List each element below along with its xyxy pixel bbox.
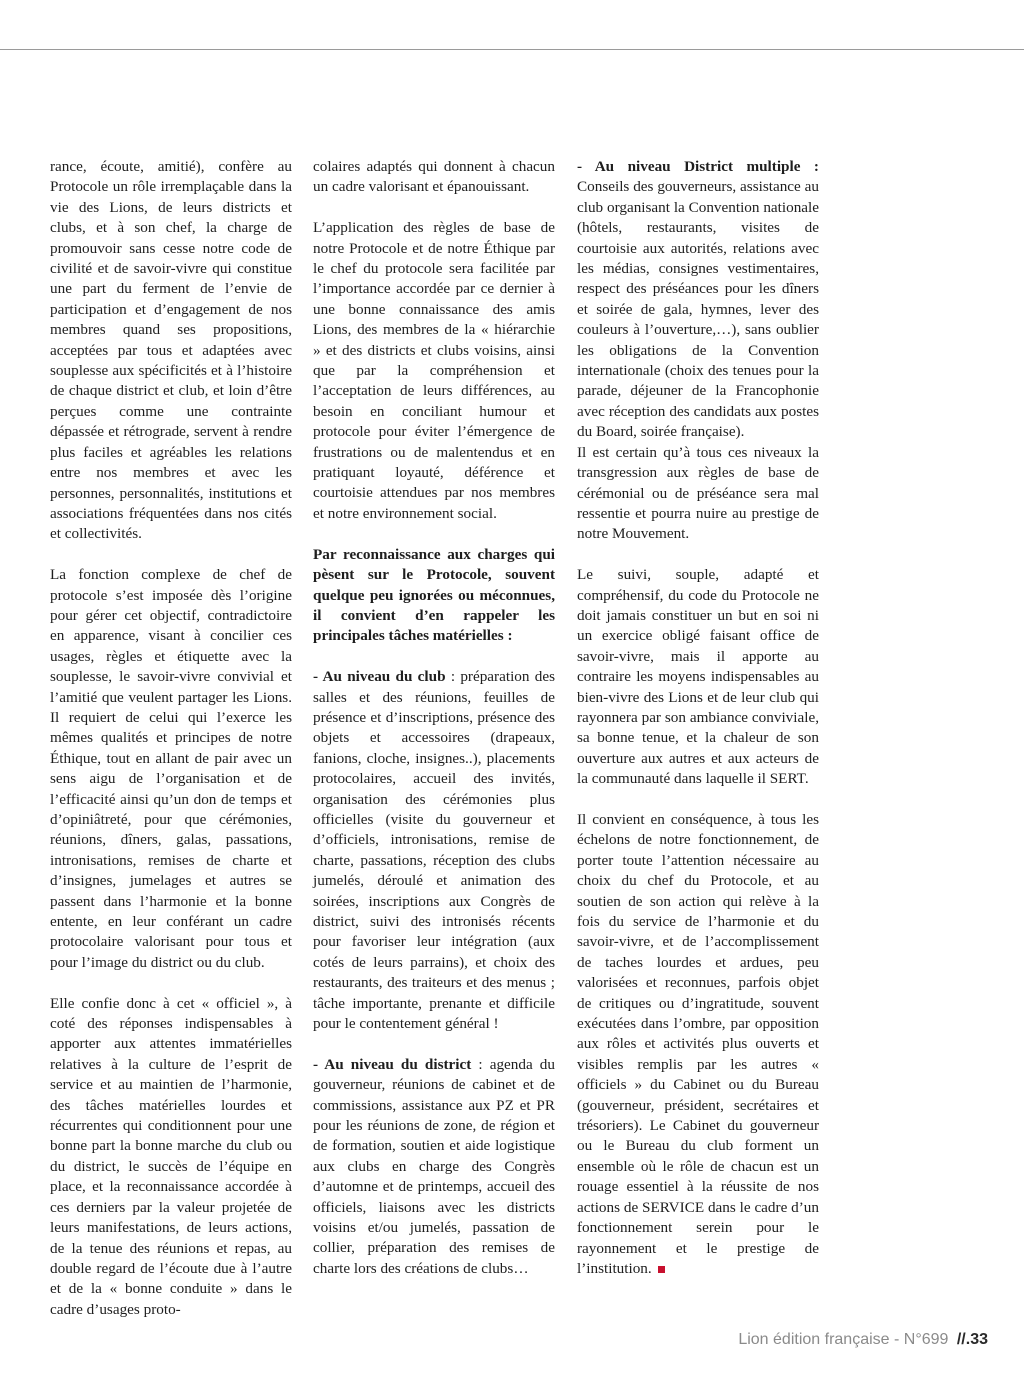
publication-title: Lion édition française - N°699 [738, 1331, 949, 1348]
multiple-district-label: - Au niveau District multiple : [577, 158, 819, 175]
paragraph: La fonction complexe de chef de protocole s’est imposée dès l’origine pour gérer cet objectif, contradictoire en apparence, visant à concilier ces usages, règles et étiquette avec la souplesse, le savoir-vivre convivial et l’amitié que veulent partager les Lions. Il requiert de celui qui l’exerce les mêmes qualités et principes de notre Éthique, tout en allant de pair avec un sens aigu de l’organisation et de l’efficacité ainsi qu’un don de temps et d’opiniâtreté, pour que cérémonies, réunions, dîners, galas, passations, intronisations, remises de charte et d’insignes, jumelages et autres se passent dans l’harmonie et la bonne entente, en leur conférant un cadre protocolaire valorisant pour tous et pour l’image du district ou du club. [50, 566, 292, 971]
paragraph: rance, écoute, amitié), confère au Protocole un rôle irremplaçable dans la vie des Lions, de leurs districts et clubs, et à son chef, la charge de promouvoir sans cesse notre code de civilité et de savoir-vivre qui constitue une part du ferment de l’envie de participation et d’engagement de nos membres quand ses propositions, acceptées par tous et adaptées avec souplesse aux spécificités et à l’histoire de chaque district et club, et loin d’être perçues comme une contrainte dépassée et rétrograde, servent à rendre plus faciles et agréables les relations entre nos membres et avec les personnes, personnalités, institutions et associations fréquentées dans nos cités et collectivités. [50, 158, 292, 543]
paragraph: L’application des règles de base de notre Protocole et de notre Éthique par le chef du protocole sera facilitée par l’importance accordée par ce dernier à une bonne connaissance des amis Lions, des membres de la « hiérarchie » et des districts et clubs voisins, ainsi que par la compréhension et l’acceptation de leurs différences, au besoin en conciliant humour et protocole pour éviter l’émergence de frustrations ou de malentendus et en pratiquant loyauté, déférence et courtoisie attendues par nos membres et notre environnement social. [313, 219, 555, 522]
club-level-text: : préparation des salles et des réunions, feuilles de présence et d’inscriptions, présence des objets et accessoires (drapeaux, fanions, cloche, insignes..), placements protocolaires, accueil des invités, organisation des cérémonies plus officielles (visite du gouverneur et d’officiels, intronisations, remise de charte, passations, réception des clubs jumelés, déroulé et animation des soirées, inscriptions aux Congrès de district, suivi des intronisés récents pour favoriser leur intégration (aux cotés de leurs parrains), et choix des restaurants, des traiteurs et des menus ; tâche importante, prenante et difficile pour le contentement général ! [313, 668, 556, 1033]
multiple-district-text: Conseils des gouverneurs, assistance au club organisant la Convention nationale (hôtels, restaurants, visites de courtoisie aux autorités, relations avec les médias, consignes vestimentaires, respect des préséances pour les dîners et soirée de gala, hymnes, lever des couleurs à l’ouverture,…), sans oublier les obligations de la Convention internationale (choix des tenues pour la parade, déjeuner de la Francophonie avec réception des candidats aux postes du Board, soirée française). [577, 178, 819, 441]
paragraph: colaires adaptés qui donnent à chacun un cadre valorisant et épanouissant. [313, 158, 555, 196]
multiple-district-paragraph [577, 157, 819, 443]
district-level-paragraph [313, 1055, 555, 1279]
end-of-article-icon [658, 1266, 665, 1273]
paragraph: Il est certain qu’à tous ces niveaux la transgression aux règles de base de cérémonial ou de préséance sera mal ressentie et pourra nuire au prestige de notre Mouvement. [577, 443, 819, 543]
closing-paragraph [577, 810, 819, 1279]
club-level-paragraph [313, 667, 555, 1034]
column-3 [577, 157, 819, 1279]
top-rule [0, 49, 1024, 50]
footer-separator: // [956, 1331, 966, 1348]
bold-intro-paragraph: Par reconnaissance aux charges qui pèsent sur le Protocole, souvent quelque peu ignorées ou méconnues, il convient d’en rappeler les principales tâches matérielles : [313, 545, 555, 645]
closing-text: Il convient en conséquence, à tous les échelons de notre fonctionnement, de porter toute l’attention nécessaire au choix du chef du Protocole, et au soutien de son action qui relève à la fois du service de l’harmonie et du savoir-vivre, et de l’accomplissement de taches lourdes et ardues, peu valorisées et reconnues, parfois objet de critiques ou d’ingratitude, souvent exécutées dans l’ombre, par opposition aux rôles et activités plus ouverts et visibles remplis par les autres « officiels » du Cabinet ou du Bureau (gouverneur, président, secrétaires et trésoriers). Le Cabinet du gouverneur ou le Bureau du club forment un ensemble où le rôle de chacun est un rouage essentiel à la réussite de nos actions de SERVICE dans le cadre d’un fonctionnement serein pour le rayonnement et le prestige de l’institution. [577, 810, 819, 1277]
page-number: .33 [965, 1331, 988, 1348]
paragraph: Le suivi, souple, adapté et compréhensif, du code du Protocole ne doit jamais constituer un but en soi ni un exercice obligé faisant office de savoir-vivre, mais il apporte au contraire les moyens indispensables au bien-vivre des Lions et de leur club qui rayonnera par son ambiance conviviale, sa bonne tenue, et la chaleur de son ouverture aux autres et aux acteurs de la communauté dans laquelle il SERT. [577, 566, 819, 788]
page-footer [738, 1331, 988, 1349]
district-level-text: : agenda du gouverneur, réunions de cabinet et de commissions, assistance aux PZ et PR pour les réunions de zone, de région et de formation, soutien et aide logistique aux clubs en charge des Congrès d’automne et de printemps, accueil des officiels, liaisons avec les districts voisins et/ou jumelés, passation de collier, préparation des remises de charte lors des créations de clubs… [313, 1055, 555, 1277]
club-level-label: - Au niveau du club [313, 668, 446, 686]
column-2 [313, 157, 555, 1279]
district-level-label: - Au niveau du district [313, 1055, 472, 1073]
column-1 [50, 157, 292, 1320]
paragraph: Elle confie donc à cet « officiel », à coté des réponses indispensables à apporter aux attentes immatérielles relatives à la culture de l’esprit de service et au maintien de l’harmonie, des tâches matérielles lourdes et récurrentes qui conditionnent pour une bonne part la bonne marche du club ou du district, le succès de l’équipe en place, et la reconnaissance accordée à ces derniers par la valeur projetée de leurs manifestations, de leurs actions, de la tenue des réunions et repas, au double regard de l’écoute due à l’autre et de la « bonne conduite » dans le cadre d’usages proto- [50, 994, 292, 1318]
